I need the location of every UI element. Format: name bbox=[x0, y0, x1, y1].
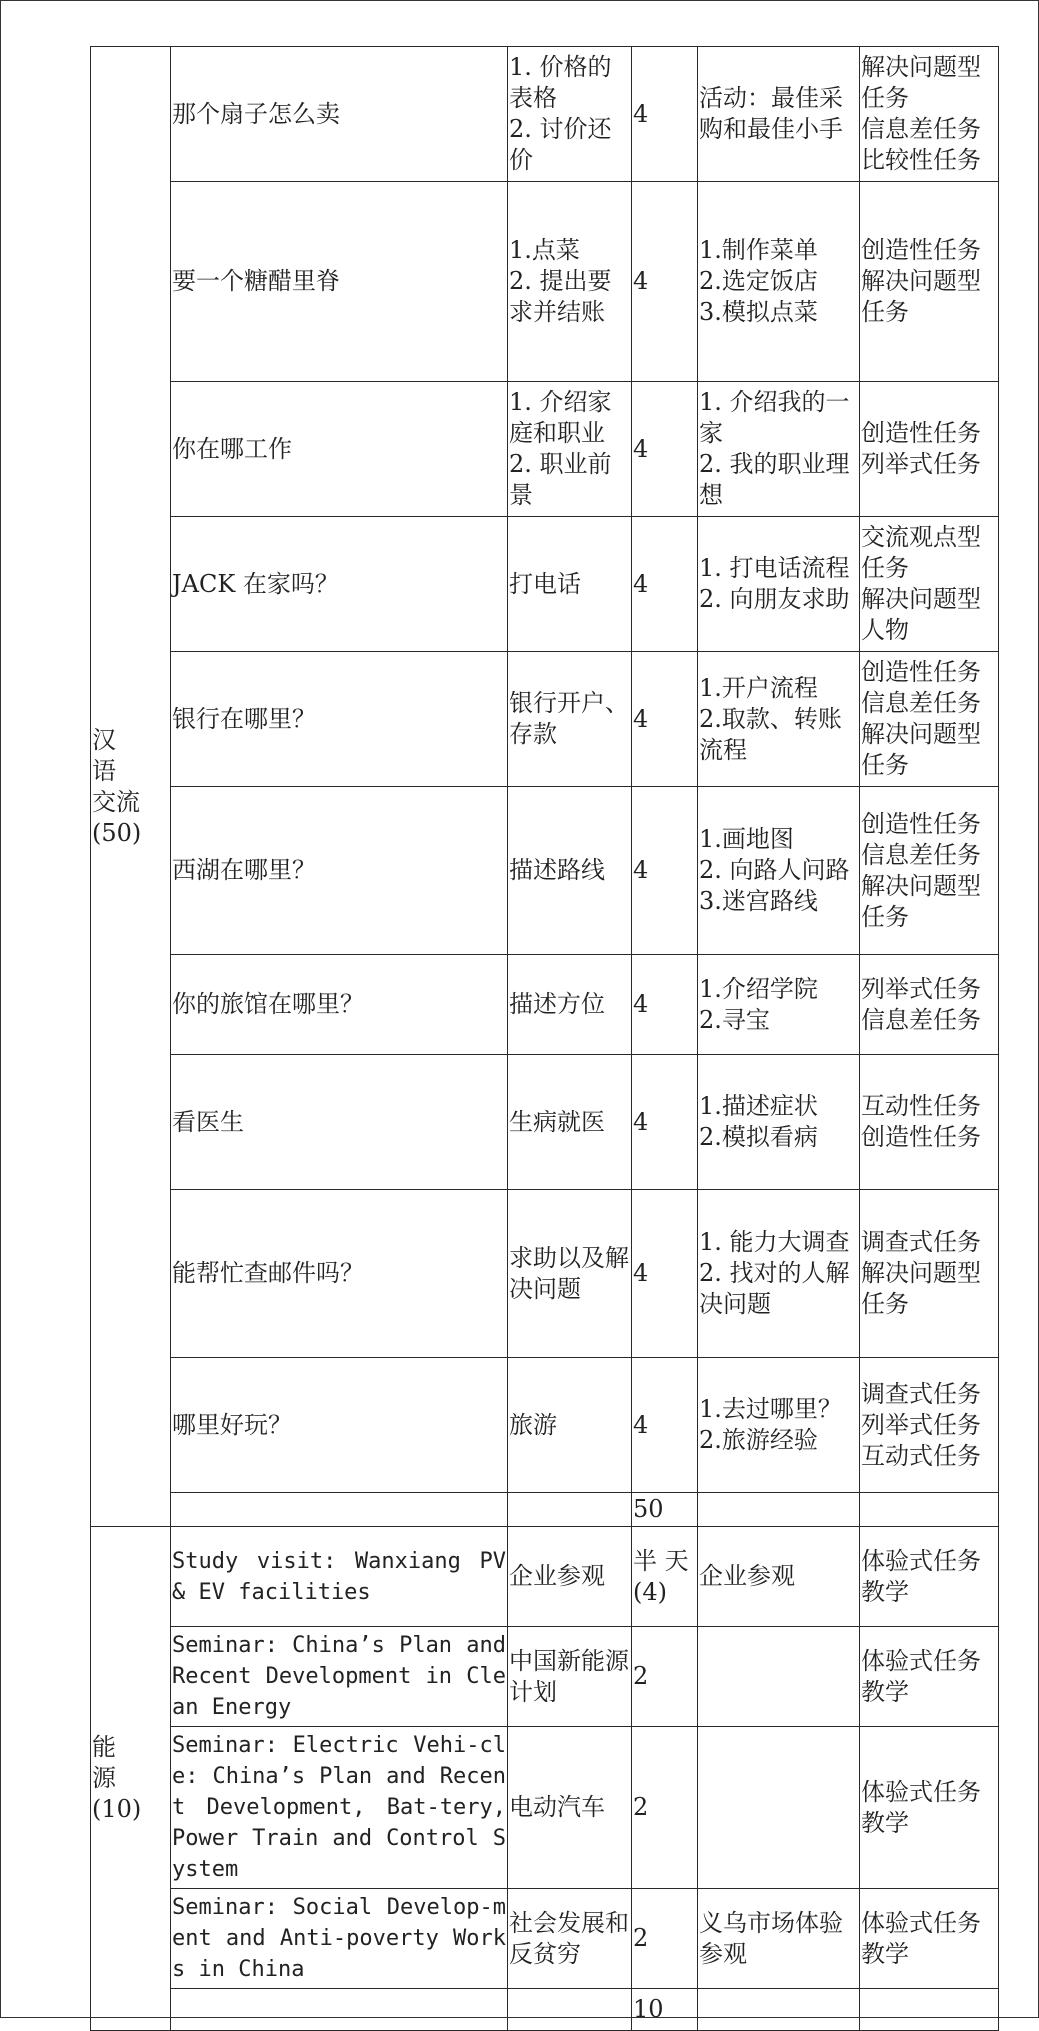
task-type-line: 解决问题型任务 bbox=[861, 267, 981, 326]
activity-cell bbox=[698, 955, 860, 1055]
hours-cell: 4 bbox=[632, 652, 698, 787]
content-cell bbox=[508, 47, 632, 182]
content-line: 企业参观 bbox=[509, 1562, 605, 1590]
activity-cell bbox=[698, 382, 860, 517]
section-label-char: 语 bbox=[92, 756, 116, 785]
task-type-line: 体验式任务教学 bbox=[861, 1777, 981, 1837]
activity-cell bbox=[698, 182, 860, 382]
task-type-line: 信息差任务 bbox=[861, 115, 981, 143]
task-type-cell bbox=[860, 1627, 999, 1727]
section-label-char: 能 bbox=[92, 1733, 116, 1761]
table-row bbox=[91, 787, 999, 955]
content-line: 银行开户、存款 bbox=[509, 689, 629, 748]
activity-cell bbox=[698, 1055, 860, 1190]
section-label-line: (50) bbox=[92, 818, 142, 847]
empty-cell bbox=[508, 1493, 632, 1527]
activity-cell bbox=[698, 1190, 860, 1358]
task-type-line: 创造性任务 bbox=[861, 419, 981, 447]
activity-line: 活动：最佳采购和最佳小手 bbox=[699, 84, 843, 143]
activity-cell bbox=[698, 787, 860, 955]
topic-cell: 你在哪工作 bbox=[171, 382, 508, 517]
task-type-line: 调查式任务 bbox=[861, 1379, 981, 1408]
activity-line: 1. 能力大调查 bbox=[699, 1228, 850, 1256]
section-label bbox=[91, 1527, 171, 2031]
hours-cell: 4 bbox=[632, 1055, 698, 1190]
hours-cell: 4 bbox=[632, 955, 698, 1055]
task-type-cell bbox=[860, 1358, 999, 1493]
topic-cell: 西湖在哪里？ bbox=[171, 787, 508, 955]
task-type-line: 列举式任务 bbox=[861, 450, 981, 478]
activity-line: 1.介绍学院 bbox=[699, 974, 818, 1003]
content-cell bbox=[508, 182, 632, 382]
content-cell bbox=[508, 652, 632, 787]
content-line: 中国新能源计划 bbox=[509, 1646, 629, 1706]
content-cell bbox=[508, 517, 632, 652]
content-cell bbox=[508, 955, 632, 1055]
content-line: 描述路线 bbox=[509, 856, 605, 884]
table-row bbox=[91, 955, 999, 1055]
topic-cell: Seminar: Social Develop-ment and Anti-poverty Works in China bbox=[171, 1889, 508, 1989]
task-type-line: 互动式任务 bbox=[861, 1441, 981, 1470]
topic-cell: 能帮忙查邮件吗？ bbox=[171, 1190, 508, 1358]
task-type-cell bbox=[860, 517, 999, 652]
content-line: 描述方位 bbox=[509, 990, 605, 1018]
content-line: 求助以及解决问题 bbox=[509, 1243, 629, 1303]
total-hours-cell: 10 bbox=[632, 1989, 698, 2031]
content-line: 1. 价格的表格 bbox=[509, 53, 612, 112]
hours-cell: 4 bbox=[632, 517, 698, 652]
activity-line: 2.选定饭店 bbox=[699, 267, 818, 295]
table-row bbox=[91, 382, 999, 517]
hours-cell: 4 bbox=[632, 182, 698, 382]
activity-line: 1.开户流程 bbox=[699, 673, 818, 702]
task-type-line: 解决问题型任务 bbox=[861, 53, 981, 112]
empty-cell bbox=[860, 1989, 999, 2031]
section-label bbox=[91, 47, 171, 1527]
task-type-cell bbox=[860, 182, 999, 382]
total-row bbox=[91, 1493, 999, 1527]
task-type-line: 信息差任务 bbox=[861, 840, 981, 869]
content-cell bbox=[508, 382, 632, 517]
table-row bbox=[91, 1627, 999, 1727]
topic-cell: 要一个糖醋里脊 bbox=[171, 182, 508, 382]
content-line: 社会发展和反贫穷 bbox=[509, 1908, 629, 1968]
activity-cell bbox=[698, 1627, 860, 1727]
task-type-cell bbox=[860, 1527, 999, 1627]
task-type-line: 解决问题型人物 bbox=[861, 585, 981, 644]
content-line: 打电话 bbox=[509, 569, 581, 598]
topic-cell: Seminar: China’s Plan and Recent Development in Clean Energy bbox=[171, 1627, 508, 1727]
table-row bbox=[91, 1055, 999, 1190]
activity-line: 2. 找对的人解决问题 bbox=[699, 1259, 850, 1318]
table-row bbox=[91, 1727, 999, 1889]
task-type-cell bbox=[860, 1055, 999, 1190]
task-type-cell bbox=[860, 1889, 999, 1989]
empty-cell bbox=[171, 1493, 508, 1527]
activity-line: 1.画地图 bbox=[699, 825, 794, 853]
total-hours-cell: 50 bbox=[632, 1493, 698, 1527]
hours-cell: 4 bbox=[632, 382, 698, 517]
topic-cell: 哪里好玩？ bbox=[171, 1358, 508, 1493]
table-row bbox=[91, 1358, 999, 1493]
table-row bbox=[91, 652, 999, 787]
activity-cell bbox=[698, 1358, 860, 1493]
activity-cell bbox=[698, 1889, 860, 1989]
task-type-line: 解决问题型任务 bbox=[861, 720, 981, 779]
empty-cell bbox=[698, 1989, 860, 2031]
topic-cell: Seminar: Electric Vehi-cle: China’s Plan and Recent Development, Bat-tery, Power Train and Control System bbox=[171, 1727, 508, 1889]
task-type-cell bbox=[860, 47, 999, 182]
content-cell bbox=[508, 1627, 632, 1727]
content-cell bbox=[508, 1358, 632, 1493]
hours-cell: 2 bbox=[632, 1727, 698, 1889]
curriculum-table bbox=[90, 46, 999, 2031]
task-type-line: 创造性任务 bbox=[861, 1123, 981, 1151]
content-line: 2. 讨价还价 bbox=[509, 115, 612, 174]
task-type-line: 解决问题型任务 bbox=[861, 871, 981, 931]
task-type-cell bbox=[860, 652, 999, 787]
section-label-char: 源 bbox=[92, 1764, 116, 1792]
table-row bbox=[91, 47, 999, 182]
task-type-line: 列举式任务 bbox=[861, 974, 981, 1003]
topic-cell: 你的旅馆在哪里？ bbox=[171, 955, 508, 1055]
activity-line: 2.取款、转账流程 bbox=[699, 704, 842, 764]
task-type-cell bbox=[860, 955, 999, 1055]
content-cell bbox=[508, 1527, 632, 1627]
content-cell bbox=[508, 1727, 632, 1889]
activity-line: 1. 打电话流程 bbox=[699, 554, 850, 582]
task-type-line: 创造性任务 bbox=[861, 236, 981, 264]
hours-cell: 4 bbox=[632, 47, 698, 182]
task-type-line: 解决问题型任务 bbox=[861, 1259, 981, 1318]
hours-cell: 半 天(4) bbox=[632, 1527, 698, 1627]
topic-cell: 那个扇子怎么卖 bbox=[171, 47, 508, 182]
topic-cell: 银行在哪里？ bbox=[171, 652, 508, 787]
activity-line: 1.制作菜单 bbox=[699, 236, 818, 264]
activity-cell bbox=[698, 47, 860, 182]
task-type-line: 比较性任务 bbox=[861, 146, 981, 174]
hours-cell: 4 bbox=[632, 1358, 698, 1493]
content-cell bbox=[508, 1055, 632, 1190]
task-type-cell bbox=[860, 382, 999, 517]
content-cell bbox=[508, 1889, 632, 1989]
activity-cell bbox=[698, 1527, 860, 1627]
hours-cell: 4 bbox=[632, 787, 698, 955]
total-row bbox=[91, 1989, 999, 2031]
activity-cell bbox=[698, 517, 860, 652]
empty-cell bbox=[860, 1493, 999, 1527]
empty-cell bbox=[508, 1989, 632, 2031]
content-line: 电动汽车 bbox=[509, 1793, 605, 1821]
hours-cell: 4 bbox=[632, 1190, 698, 1358]
hours-cell: 2 bbox=[632, 1627, 698, 1727]
task-type-line: 列举式任务 bbox=[861, 1410, 981, 1439]
activity-line: 2. 我的职业理想 bbox=[699, 450, 850, 509]
task-type-line: 交流观点型任务 bbox=[861, 523, 981, 582]
task-type-cell bbox=[860, 1190, 999, 1358]
content-line: 1. 介绍家庭和职业 bbox=[509, 388, 612, 447]
activity-line: 1. 介绍我的一家 bbox=[699, 388, 850, 447]
topic-cell: 看医生 bbox=[171, 1055, 508, 1190]
activity-line: 1.描述症状 bbox=[699, 1092, 818, 1120]
task-type-line: 互动性任务 bbox=[861, 1092, 981, 1120]
topic-cell: Study visit: Wanxiang PV & EV facilities bbox=[171, 1527, 508, 1627]
task-type-line: 创造性任务 bbox=[861, 658, 981, 686]
task-type-line: 信息差任务 bbox=[861, 689, 981, 717]
table-row bbox=[91, 1889, 999, 1989]
content-line: 1.点菜 bbox=[509, 236, 580, 264]
section-label-line: 交流 bbox=[92, 787, 140, 816]
empty-cell bbox=[698, 1493, 860, 1527]
activity-line: 2.寻宝 bbox=[699, 1005, 770, 1034]
activity-line: 2. 向路人问路 bbox=[699, 856, 850, 884]
task-type-cell bbox=[860, 1727, 999, 1889]
section-label-char: 汉 bbox=[92, 725, 116, 754]
empty-cell bbox=[171, 1989, 508, 2031]
content-line: 2. 职业前景 bbox=[509, 450, 612, 509]
table-row bbox=[91, 1190, 999, 1358]
task-type-line: 体验式任务教学 bbox=[861, 1646, 981, 1706]
table-row bbox=[91, 1527, 999, 1627]
section-label-line: (10) bbox=[92, 1795, 142, 1823]
activity-line: 2.旅游经验 bbox=[699, 1426, 818, 1454]
task-type-line: 信息差任务 bbox=[861, 1005, 981, 1034]
topic-cell: JACK 在家吗？ bbox=[171, 517, 508, 652]
content-line: 生病就医 bbox=[509, 1107, 605, 1136]
activity-line: 义乌市场体验参观 bbox=[699, 1908, 843, 1968]
activity-line: 2. 向朋友求助 bbox=[699, 585, 850, 613]
table-row bbox=[91, 517, 999, 652]
activity-line: 1.去过哪里？ bbox=[699, 1395, 842, 1423]
activity-line: 2.模拟看病 bbox=[699, 1123, 818, 1151]
activity-cell bbox=[698, 1727, 860, 1889]
task-type-line: 创造性任务 bbox=[861, 809, 981, 838]
activity-line: 企业参观 bbox=[699, 1562, 795, 1590]
task-type-cell bbox=[860, 787, 999, 955]
table-row bbox=[91, 182, 999, 382]
activity-line: 3.迷宫路线 bbox=[699, 887, 818, 915]
content-cell bbox=[508, 787, 632, 955]
hours-cell: 2 bbox=[632, 1889, 698, 1989]
section-label-line bbox=[92, 1732, 169, 1794]
activity-line: 3.模拟点菜 bbox=[699, 298, 818, 326]
content-line: 2. 提出要求并结账 bbox=[509, 267, 612, 326]
activity-cell bbox=[698, 652, 860, 787]
content-line: 旅游 bbox=[509, 1410, 557, 1439]
task-type-line: 体验式任务教学 bbox=[861, 1546, 981, 1606]
section-label-line bbox=[92, 725, 169, 787]
task-type-line: 调查式任务 bbox=[861, 1228, 981, 1256]
task-type-line: 体验式任务教学 bbox=[861, 1908, 981, 1968]
content-cell bbox=[508, 1190, 632, 1358]
